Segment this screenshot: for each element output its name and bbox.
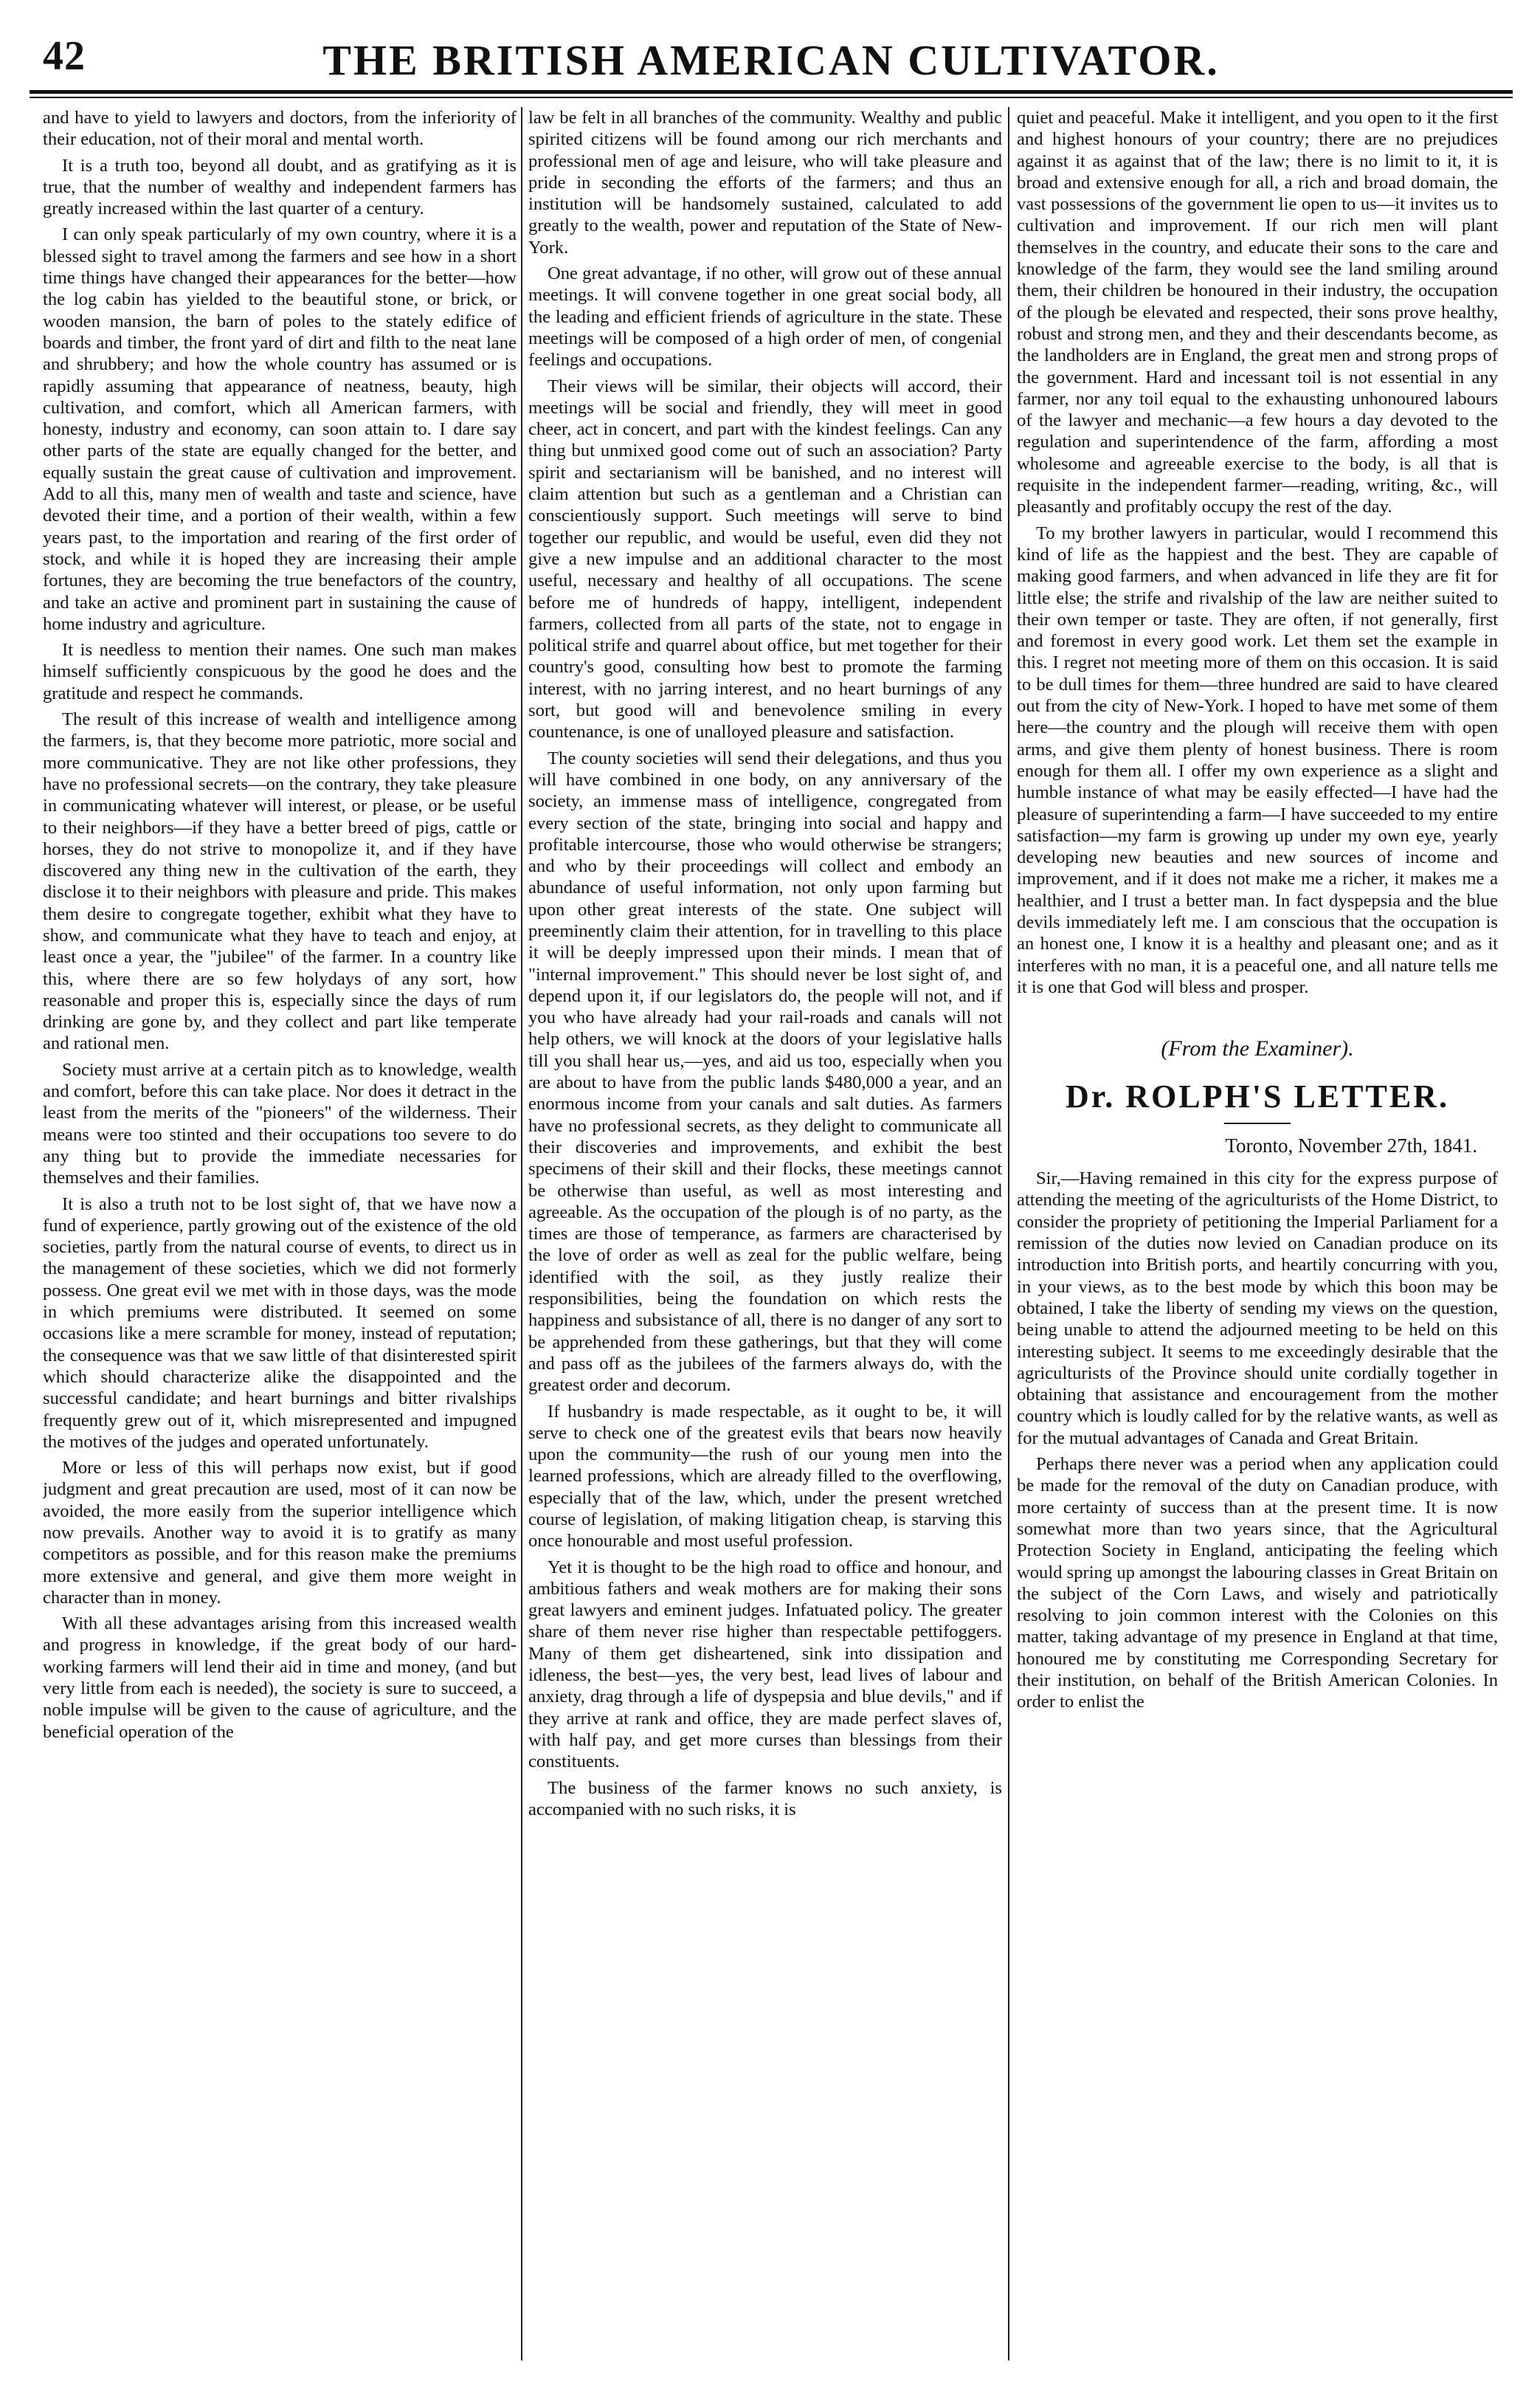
paragraph: It is needless to mention their names. One such man makes himself sufficiently conspicuous by the good he does and the gratitude and respect he commands. (43, 640, 517, 703)
paragraph: To my brother lawyers in particular, would I recommend this kind of life as the happiest and the best. They are capable of making good farmers, and when advanced in life they are fit for little else; the strife and rivalship of the law are neither suited to their own temper or taste. They are often, if not generally, first and foremost in every good work. Let them set the example in this. I regret not meeting more of them on this occasion. It is said to be dull times for them—three hundred are said to have cleared out from the city of New-York. I hoped to have met some of them here—the country and the plough will receive them with open arms, and give them plenty of honest business. There is room enough for them all. I offer my own experience as a slight and humble instance of what may be easily effected—I have had the pleasure of superintending a farm—I have succeeded to my entire satisfaction—my farm is growing up under my own eye, yearly developing new beauties and new sources of income and improvement, and if it does not make me a richer, it makes me a healthier, and I trust a better man. In fact dyspepsia and the blue devils immediately left me. I am conscious that the occupation is an honest one, I know it is a healthy and pleasant one; and as it interferes with no man, it is a peaceful one, and all nature tells me it is one that God will bless and prosper. (1017, 523, 1498, 997)
paragraph: With all these advantages arising from this increased wealth and progress in knowledge, if the great body of our hard-working farmers will lend their aid in time and money, (and but very little from each is needed), the society is sure to succeed, a noble impulse will be given to the cause of agriculture, and the beneficial operation of the (43, 1614, 517, 1742)
letter-paragraph: Perhaps there never was a period when any application could be made for the removal of the duty on Canadian produce, with more certainty of success than at the present time. It is now somewhat more than two years since, that the Agricultural Protection Society in England, anticipating the feeling which would spring up amongst the labouring classes in Great Britain on the subject of the Corn Laws, and wisely and patriotically resolving to join common interest with the Colonies on this matter, taking advantage of my presence in England at that time, honoured me by constituting me Corresponding Secretary for their institution, on behalf of the British American Colonies. In order to enlist the (1017, 1454, 1498, 1712)
letter-paragraph: Sir,—Having remained in this city for the express purpose of attending the meeting of the agriculturists of the Home District, to consider the propriety of petitioning the Imperial Parliament for a remission of the duties now levied on Canadian produce on its introduction into British ports, and heartily concurring with you, in your views, as to the best mode by which this boon may be obtained, I take the liberty of sending my views on the question, being unable to attend the adjourned meeting to be held on this interesting subject. It seems to me exceedingly desirable that the agriculturists of the Province should unite cordially together in obtaining that assistance and encouragement from the mother country which is loudly called for by the relative wants, as well as for the mutual advantages of Canada and Great Britain. (1017, 1168, 1498, 1448)
article-source: (From the Examiner). (1161, 1036, 1354, 1061)
column-divider (521, 107, 522, 2360)
paragraph: It is also a truth not to be lost sight of, that we have now a fund of experience, partly growing out of the existence of the old societies, partly from the natural course of events, to direct us in the management of these societies, which we did not formerly possess. One great evil we met with in those days, was the mode in which premiums were distributed. It seemed on some occasions like a mere scramble for money, instead of reputation; the consequence was that we saw little of that disinterested spirit which should characterize alike the disappointed and the successful candidate; and heart burnings and bitter rivalships frequently grew out of it, which misrepresented and impugned the motives of the judges and operated unfortunately. (43, 1194, 517, 1452)
header-rule-thin (30, 97, 1513, 98)
paragraph: and have to yield to lawyers and doctors, from the inferiority of their education, not of their moral and mental worth. (43, 108, 517, 150)
article-dateline: Toronto, November 27th, 1841. (1225, 1134, 1477, 1157)
page-number: 42 (43, 33, 86, 79)
masthead-title: THE BRITISH AMERICAN CULTIVATOR. (322, 36, 1220, 84)
paragraph: The business of the farmer knows no such anxiety, is accompanied with no such risks, it is (528, 1777, 1002, 1819)
paragraph: The county societies will send their delegations, and thus you will have combined in one body, on any anniversary of the society, an immense mass of intelligence, congregated from every section of the state, bringing into social and happy and profitable intercourse, those who would otherwise be strangers; and who by their proceedings will collect and embody an abundance of useful information, not only upon farming but upon other great interests of the state. One subject will preeminently claim their attention, for in travelling to this place it will be deeply impressed upon their minds. I mean that of "internal improvement." This should never be lost sight of, and depend upon it, if our legislators do, the people will not, and if you who have already had your rail-roads and canals will not help others, we will knock at the doors of your legislative halls till you shall hear us,—yes, and aid us too, especially when you are about to have from the public lands $480,000 a year, and an enormous income from your canals and salt duties. As farmers have no professional secrets, as they delight to communicate all their discoveries and improvements, and exhibit the best specimens of their skill and their flocks, these meetings cannot be otherwise than useful, as well as most interesting and agreeable. As the occupation of the plough is of no party, as the times are those of temperance, as farmers are characterised by the love of order as well as zeal for the public welfare, being identified with the soil, as they justly realize their responsibilities, being the foundation on which rests the happiness and subsistance of all, there is no danger of any sort to be apprehended from these gatherings, but that they will come and pass off as the jubilees of the farmers always do, with the greatest order and decorum. (528, 748, 1002, 1396)
paragraph: If husbandry is made respectable, as it ought to be, it will serve to check one of the greatest evils that bears now heavily upon the community—the rush of our young men into the learned professions, which are already filled to the overflowing, especially that of the law, which, under the present wretched course of legislation, of making litigation cheap, is starving this once honourable and most useful profession. (528, 1401, 1002, 1552)
column-2 (528, 107, 1002, 2368)
paragraph: law be felt in all branches of the community. Wealthy and public spirited citizens will be found among our rich merchants and professional men of age and leisure, who will take pleasure and pride in seconding the efforts of the farmers; and thus an institution will be handsomely sustained, calculated to add greatly to the wealth, power and reputation of the State of New-York. (528, 108, 1002, 258)
title-rule (1224, 1123, 1291, 1124)
column-1 (43, 107, 517, 2368)
paragraph: Yet it is thought to be the high road to office and honour, and ambitious fathers and weak mothers are for making their sons great lawyers and eminent judges. Infatuated policy. The greater share of them never rise higher than respectable pettifoggers. Many of them get disheartened, sink into dissipation and idleness, the best—yes, the very best, lead lives of labour and anxiety, drag through a life of dyspepsia and blue devils," and if they arrive at rank and office, they are made perfect slaves of, with half pay, and get more curses than blessings from their constituents. (528, 1557, 1002, 1772)
paragraph: Society must arrive at a certain pitch as to knowledge, wealth and comfort, before this can take place. Nor does it detract in the least from the merits of the "pioneers" of the wilderness. Their means were too stinted and their occupations too severe to do any thing but to provide the immediate necessaries for themselves and their families. (43, 1059, 517, 1188)
paragraph: The result of this increase of wealth and intelligence among the farmers, is, that they become more patriotic, more social and more communicative. They are not like other professions, they have no professional secrets—on the contrary, they take pleasure in communicating whatever will interest, or please, or be useful to their neighbors—if they have a better breed of pigs, cattle or horses, they do not strive to monopolize it, and if they have discovered any thing new in the cultivation of the earth, they disclose it to their neighbors with pleasure and pride. This makes them desire to congregate together, exhibit what they have to show, and communicate what they have to teach and enjoy, at least once a year, the "jubilee" of the farmer. In a country like this, where there are so few holydays of any sort, how reasonable and proper this is, especially since the days of rum drinking are gone by, and they collect and part like temperate and rational men. (43, 709, 517, 1054)
paragraph: I can only speak particularly of my own country, where it is a blessed sight to travel among the farmers and see how in a short time things have changed their appearances for the better—how the log cabin has yielded to the beautiful stone, or brick, or wooden mansion, the barn of poles to the stately edifice of boards and timber, the front yard of dirt and filth to the neat lane and shrubbery; and how the whole country has assumed or is rapidly assuming that appearance of neatness, beauty, high cultivation, and comfort, which all American farmers, with honesty, industry and economy, can soon attain to. I dare say other parts of the state are equally changed for the better, and equally sustain the great cause of cultivation and improvement. Add to all this, many men of wealth and taste and science, have devoted their time, and a portion of their wealth, within a few years past, to the importation and rearing of the first order of stock, and while it is hoped they are increasing their ample fortunes, they are becoming the true benefactors of the country, and take an active and prominent part in sustaining the cause of home industry and agriculture. (43, 224, 517, 634)
paragraph: Their views will be similar, their objects will accord, their meetings will be social and friendly, they will meet in good cheer, act in concert, and part with the kindest feelings. Can any thing but unmixed good come out of such an association? Party spirit and sectarianism will be banished, and no interest will claim attention but such as a gentleman and a Christian can conscientiously support. Such meetings will serve to bind together our republic, and would be useful, even did they not give a new impulse and an additional character to the most useful, necessary and healthy of all occupations. The scene before me of hundreds of happy, intelligent, independent farmers, collected from all parts of the state, not to engage in political strife and quarrel about office, but met together for their country's good, consulting how best to promote the farming interest, with no jarring interest, and no heart burnings of any sort, but good will and benevolence smiling in every countenance, is one of unalloyed pleasure and satisfaction. (528, 376, 1002, 743)
paragraph: More or less of this will perhaps now exist, but if good judgment and great precaution are used, most of it can now be avoided, the more easily from the superior intelligence which now prevails. Another way to avoid it is to gratify as many competitors as possible, and for this reason make the premiums more extensive and general, and give them more weight in character than in money. (43, 1458, 517, 1608)
paragraph: quiet and peaceful. Make it intelligent, and you open to it the first and highest honours of your country; there are no prejudices against it as against that of the law; there is no limit to it, it is broad and extensive enough for all, a rich and broad domain, the vast possessions of the government lie open to us—it invites us to cultivation and improvement. If our rich men will plant themselves in the country, and educate their sons to the care and knowledge of the farm, they would see the land smiling around them, their children be honoured in their industry, the occupation of the plough be elevated and respected, their sons prove healthy, robust and strong men, and they and their descendants become, as the landholders are in England, the great men and strong props of the government. Hard and incessant toil is not essential in any farmer, nor any toil equal to the exhausting unhonoured labours of the lawyer and mechanic—a few hours a day devoted to the regulation and superintendence of the farm, affording a most wholesome and agreeable exercise to the body, is all that is requisite in the independent farmer—reading, writing, &c., will pleasantly and profitably occupy the rest of the day. (1017, 108, 1498, 517)
page-header (30, 28, 1513, 94)
column-divider (1008, 107, 1009, 2360)
paragraph: It is a truth too, beyond all doubt, and as gratifying as it is true, that the number of wealthy and independent farmers has greatly increased within the last quarter of a century. (43, 155, 517, 219)
paragraph: One great advantage, if no other, will grow out of these annual meetings. It will convene together in one great social body, all the leading and efficient friends of agriculture in the state. These meetings will be composed of a high order of men, of congenial feelings and occupations. (528, 264, 1002, 371)
header-rule-thick (30, 90, 1513, 94)
article-title: Dr. ROLPH'S LETTER. (1066, 1078, 1449, 1115)
column-3 (1017, 107, 1498, 2368)
